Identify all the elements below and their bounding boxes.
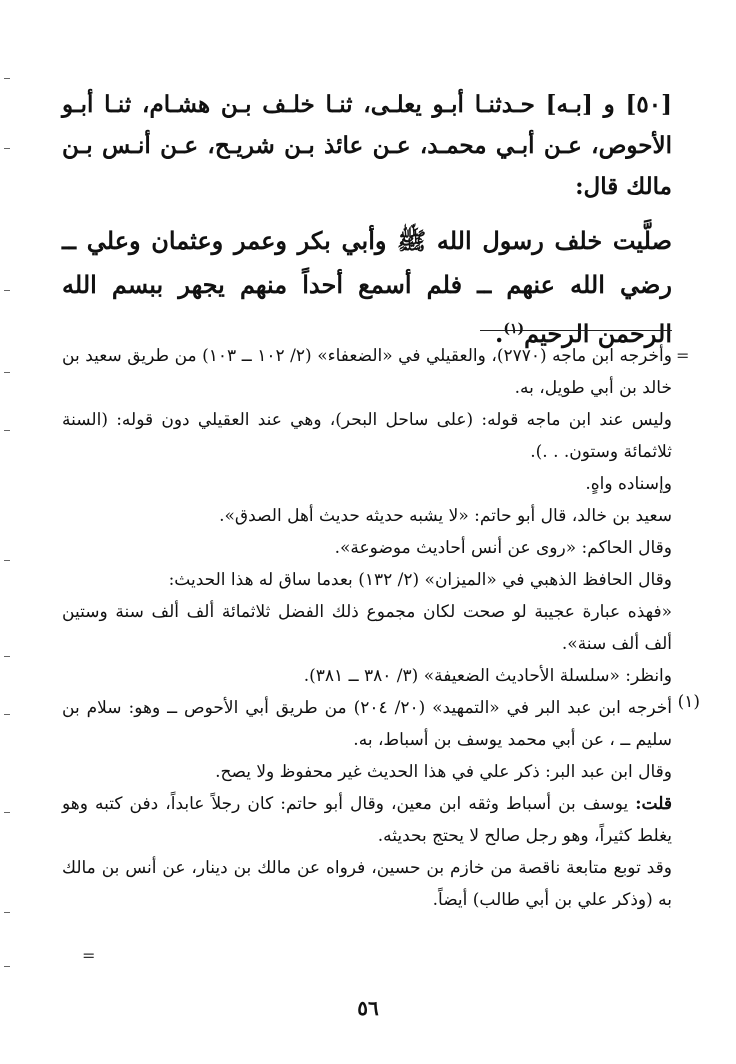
- margin-tick: [4, 290, 10, 291]
- page-number: ٥٦: [357, 996, 379, 1020]
- hadith-text: [62, 84, 672, 356]
- hadith-number: [٥٠]: [625, 91, 672, 118]
- footnote-ref[interactable]: (١): [503, 321, 525, 337]
- footnotes: [62, 340, 700, 916]
- note-line: وليس عند ابن ماجه قوله: (على ساحل البحر)، وهي عند العقيلي دون قوله: (السنة ثلاثمائة وستون. . .).: [62, 410, 672, 462]
- note-line: وأخرجه ابن ماجه (٢٧٧٠)، والعقيلي في «الضعفاء» (٢/ ١٠٢ ــ ١٠٣) من طريق سعيد بن خالد بن أبي طويل، به.: [62, 346, 672, 398]
- isnad-text: و [بـه] حـدثنـا أبـو يعلـى، ثنـا خلـف بـن هشـام، ثنـا أبـو الأحوص، عـن أبـي محمـد، عـن عائذ بـن شريـح، عـن أنـس بـن مالك قال:: [62, 91, 672, 200]
- continues-marker: =: [82, 946, 96, 965]
- note-line: سعيد بن خالد، قال أبو حاتم: «لا يشبه حديثه حديث أهل الصدق».: [219, 506, 672, 526]
- margin-tick: [4, 714, 10, 715]
- footnote-line: وقال ابن عبد البر: ذكر علي في هذا الحديث غير محفوظ ولا يصح.: [215, 762, 672, 782]
- footnote-qult: [62, 788, 672, 852]
- note-line: وانظر: «سلسلة الأحاديث الضعيفة» (٣/ ٣٨٠ ــ ٣٨١).: [303, 666, 672, 686]
- hadith-matn: [62, 219, 672, 356]
- qult-label: قلت:: [635, 794, 672, 814]
- footnote-line: أخرجه ابن عبد البر في «التمهيد» (٢٠/ ٢٠٤) من طريق أبي الأحوص ــ وهو: سلام بن سليم ــ ، عن أبي محمد يوسف بن أسباط، به.: [62, 698, 672, 750]
- note-line: وإسناده واهٍ.: [585, 474, 672, 494]
- footnote-separator: [480, 330, 672, 331]
- matn-end: .: [495, 319, 504, 348]
- continued-marker: =: [676, 346, 690, 365]
- note-line: وقال الحافظ الذهبي في «الميزان» (٢/ ١٣٢) بعدما ساق له هذا الحديث:: [168, 570, 672, 590]
- margin-tick: [4, 372, 10, 373]
- margin-tick: [4, 148, 10, 149]
- footnote-line: وقد توبع متابعة ناقصة من خازم بن حسين، فرواه عن مالك بن دينار، عن أنس بن مالك به (وذكر علي بن أبي طالب) أيضاً.: [62, 858, 672, 910]
- footnote-1: [62, 692, 700, 916]
- qult-text: يوسف بن أسباط وثقه ابن معين، وقال أبو حاتم: كان رجلاً عابداً، دفن كتبه وهو يغلط كثيراً، وهو رجل صالح لا يحتج بحديثه.: [62, 794, 672, 846]
- margin-tick: [4, 560, 10, 561]
- margin-tick: [4, 912, 10, 913]
- margin-tick: [4, 430, 10, 431]
- margin-tick: [4, 966, 10, 967]
- footnote-label: (١): [677, 692, 700, 712]
- hadith-isnad: [62, 84, 672, 207]
- margin-tick: [4, 78, 10, 79]
- margin-tick: [4, 812, 10, 813]
- margin-tick: [4, 656, 10, 657]
- matn-text: صلَّيت خلف رسول الله ﷺ وأبي بكر وعمر وعثمان وعلي ــ رضي الله عنهم ــ فلم أسمع أحداً منهم يجهر ببسم الله الرحمن الرحيم: [62, 226, 672, 348]
- note-line: وقال الحاكم: «روى عن أنس أحاديث موضوعة».: [334, 538, 672, 558]
- note-line: «فهذه عبارة عجيبة لو صحت لكان مجموع ذلك الفضل ثلاثمائة ألف ألف سنة وستين ألف ألف سنة».: [62, 602, 672, 654]
